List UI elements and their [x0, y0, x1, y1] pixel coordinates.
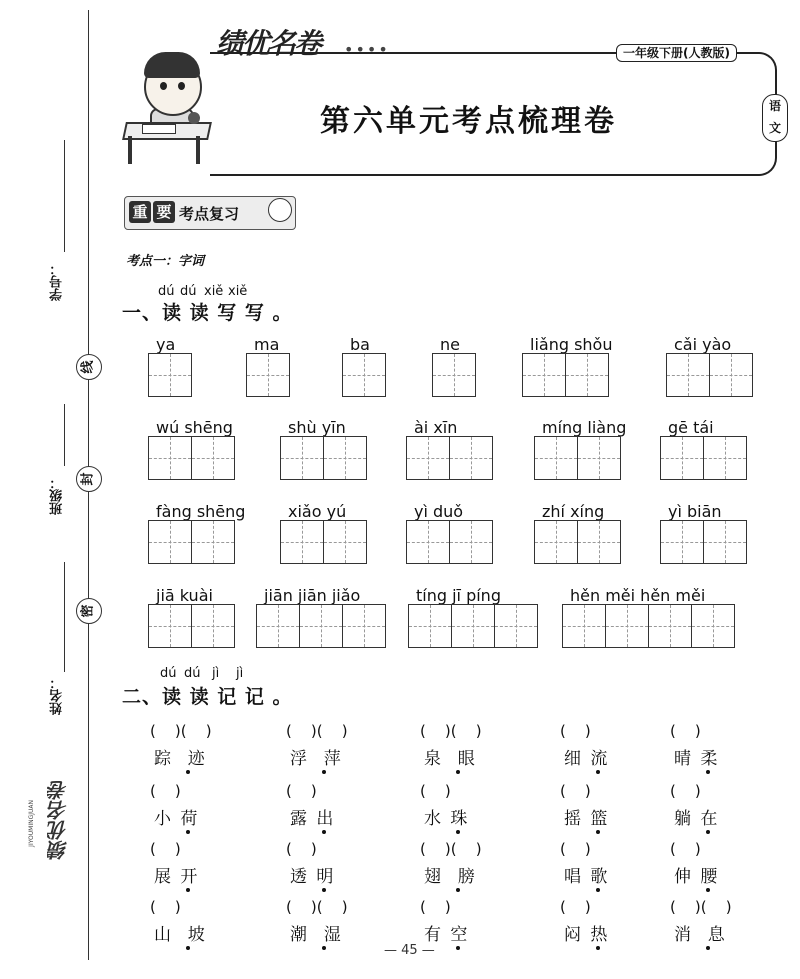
- pinyin-blank[interactable]: ( ): [560, 840, 591, 858]
- pinyin-label: ma: [254, 335, 280, 354]
- pinyin-label: wú shēng: [156, 418, 233, 437]
- pinyin-blank[interactable]: ( ): [150, 898, 181, 916]
- subject-tag: [762, 94, 788, 142]
- vocab-word: 踪 迹: [154, 749, 207, 769]
- tianzige-cell[interactable]: [703, 520, 747, 564]
- girl-icon: [268, 198, 292, 222]
- tianzige-cell[interactable]: [342, 353, 386, 397]
- emphasis-dot: [322, 946, 326, 950]
- pinyin-blank[interactable]: ( ): [670, 840, 701, 858]
- pinyin-label: cǎi yào: [674, 335, 732, 354]
- pinyin-blank[interactable]: ( ): [150, 840, 181, 858]
- vocab-word: 唱 歌: [564, 867, 610, 887]
- pinyin-label: tíng jī píng: [416, 586, 501, 605]
- vocab-word: 有 空: [424, 925, 470, 945]
- subject-char-1: 语: [768, 99, 781, 113]
- sec2-title: 二、读 读 记 记 。: [122, 686, 293, 708]
- tianzige-cell[interactable]: [148, 520, 192, 564]
- pinyin-label: ne: [440, 335, 460, 354]
- pinyin-label: yì biān: [668, 502, 722, 521]
- pinyin-label: ba: [350, 335, 370, 354]
- pinyin-blank[interactable]: ( ): [420, 782, 451, 800]
- tianzige-cell[interactable]: [451, 604, 495, 648]
- tianzige-cell[interactable]: [605, 604, 649, 648]
- pinyin-label: liǎng shǒu: [530, 335, 613, 354]
- emphasis-dot: [186, 888, 190, 892]
- side-logo: 绩优名卷: [47, 780, 71, 860]
- pinyin-label: yì duǒ: [414, 502, 464, 521]
- grade-tag: 一年级下册(人教版): [616, 44, 737, 62]
- vocab-word: 水 珠: [424, 809, 470, 829]
- emphasis-dot: [322, 770, 326, 774]
- pinyin-blank[interactable]: ( )( ): [150, 722, 212, 740]
- sec1-pinyin-2: dú: [180, 284, 197, 299]
- name-label: 姓名：: [50, 676, 65, 715]
- writing-grid: [246, 353, 290, 397]
- writing-grid: [148, 604, 235, 648]
- pinyin-blank[interactable]: ( ): [560, 722, 591, 740]
- pinyin-blank[interactable]: ( ): [286, 840, 317, 858]
- writing-grid: [534, 436, 621, 480]
- writing-grid: [562, 604, 735, 648]
- pinyin-label: zhí xíng: [542, 502, 605, 521]
- sec2-pinyin-4: jì: [236, 666, 244, 681]
- vocab-word: 翅 膀: [424, 867, 477, 887]
- sec1-title: 一、读 读 写 写 。: [122, 302, 293, 324]
- pinyin-label: hěn měi hěn měi: [570, 586, 706, 605]
- tianzige-cell[interactable]: [148, 436, 192, 480]
- tianzige-cell[interactable]: [577, 520, 621, 564]
- pinyin-label: jiān jiān jiǎo: [264, 586, 361, 605]
- emphasis-dot: [186, 946, 190, 950]
- boy-hair: [144, 52, 200, 78]
- tianzige-cell[interactable]: [191, 520, 235, 564]
- writing-grid: [660, 436, 747, 480]
- subject-char-2: 文: [768, 121, 781, 135]
- badge-char-1: 重: [129, 201, 151, 223]
- pinyin-label: gē tái: [668, 418, 714, 437]
- pinyin-blank[interactable]: ( )( ): [286, 898, 348, 916]
- tianzige-cell[interactable]: [299, 604, 343, 648]
- tianzige-cell[interactable]: [342, 604, 386, 648]
- emphasis-dot: [186, 830, 190, 834]
- tianzige-cell[interactable]: [534, 520, 578, 564]
- pinyin-label: míng liàng: [542, 418, 627, 437]
- sec1-pinyin-3: xiě: [204, 284, 224, 299]
- book: [142, 124, 176, 134]
- emphasis-dot: [456, 946, 460, 950]
- tianzige-cell[interactable]: [323, 520, 367, 564]
- tianzige-cell[interactable]: [565, 353, 609, 397]
- apple: [188, 112, 200, 124]
- emphasis-dot: [706, 830, 710, 834]
- name-field-line: [64, 562, 65, 672]
- tianzige-cell[interactable]: [577, 436, 621, 480]
- brand-dots: ••••: [344, 40, 390, 59]
- writing-grid: [660, 520, 747, 564]
- sec2-pinyin-2: dú: [184, 666, 201, 681]
- emphasis-dot: [706, 946, 710, 950]
- writing-grid: [408, 604, 538, 648]
- emphasis-dot: [596, 770, 600, 774]
- vocab-word: 闷 热: [564, 925, 610, 945]
- page-title: 第六单元考点梳理卷: [320, 104, 617, 139]
- writing-grid: [666, 353, 753, 397]
- boy-eye-left: [160, 82, 167, 90]
- writing-grid: [148, 353, 192, 397]
- badge-char-2: 要: [153, 201, 175, 223]
- pinyin-blank[interactable]: ( )( ): [286, 722, 348, 740]
- pinyin-label: shù yīn: [288, 418, 346, 437]
- vocab-word: 躺 在: [674, 809, 720, 829]
- tianzige-cell[interactable]: [280, 436, 324, 480]
- emphasis-dot: [322, 830, 326, 834]
- tianzige-cell[interactable]: [449, 520, 493, 564]
- tianzige-cell[interactable]: [494, 604, 538, 648]
- emphasis-dot: [596, 946, 600, 950]
- seal-xian: 线: [76, 354, 102, 380]
- pinyin-blank[interactable]: ( ): [560, 898, 591, 916]
- pinyin-label: fàng shēng: [156, 502, 246, 521]
- pinyin-blank[interactable]: ( ): [670, 722, 701, 740]
- pinyin-label: ài xīn: [414, 418, 458, 437]
- emphasis-dot: [456, 888, 460, 892]
- tianzige-cell[interactable]: [562, 604, 606, 648]
- emphasis-dot: [596, 888, 600, 892]
- kaodian-heading: 考点一：字词: [126, 254, 205, 269]
- vocab-word: 小 荷: [154, 809, 200, 829]
- vocab-word: 浮 萍: [290, 749, 343, 769]
- vocab-word: 伸 腰: [674, 867, 720, 887]
- writing-grid: [280, 520, 367, 564]
- sec2-pinyin-1: dú: [160, 666, 177, 681]
- emphasis-dot: [596, 830, 600, 834]
- tianzige-cell[interactable]: [323, 436, 367, 480]
- desk-leg-left: [128, 136, 132, 164]
- brand-logo: 绩优名卷: [216, 27, 321, 60]
- tianzige-cell[interactable]: [191, 436, 235, 480]
- tianzige-cell[interactable]: [534, 436, 578, 480]
- tianzige-cell[interactable]: [660, 436, 704, 480]
- tianzige-cell[interactable]: [432, 353, 476, 397]
- boy-eye-right: [178, 82, 185, 90]
- pinyin-blank[interactable]: ( ): [670, 782, 701, 800]
- vocab-word: 展 开: [154, 867, 200, 887]
- sec1-pinyin-1: dú: [158, 284, 175, 299]
- writing-grid: [342, 353, 386, 397]
- tianzige-cell[interactable]: [691, 604, 735, 648]
- writing-grid: [148, 520, 235, 564]
- pinyin-blank[interactable]: ( ): [560, 782, 591, 800]
- pinyin-label: xiǎo yú: [288, 502, 347, 521]
- tianzige-cell[interactable]: [660, 520, 704, 564]
- pinyin-label: ya: [156, 335, 176, 354]
- tianzige-cell[interactable]: [280, 520, 324, 564]
- vocab-word: 摇 篮: [564, 809, 610, 829]
- vocab-word: 透 明: [290, 867, 336, 887]
- sec1-pinyin-4: xiě: [228, 284, 248, 299]
- tianzige-cell[interactable]: [666, 353, 710, 397]
- vocab-word: 消 息: [674, 925, 727, 945]
- side-logo-subtitle: JIYOUMINGJUAN: [28, 800, 35, 847]
- vocab-word: 细 流: [564, 749, 610, 769]
- pinyin-blank[interactable]: ( ): [286, 782, 317, 800]
- emphasis-dot: [456, 770, 460, 774]
- tianzige-cell[interactable]: [148, 353, 192, 397]
- student-number-label: 学号：: [50, 262, 65, 301]
- emphasis-dot: [186, 770, 190, 774]
- vocab-word: 潮 湿: [290, 925, 343, 945]
- writing-grid: [280, 436, 367, 480]
- tianzige-cell[interactable]: [191, 604, 235, 648]
- student-number-field: [64, 140, 65, 252]
- tianzige-cell[interactable]: [703, 436, 747, 480]
- seal-mi: 密: [76, 598, 102, 624]
- emphasis-dot: [706, 770, 710, 774]
- writing-grid: [534, 520, 621, 564]
- pinyin-blank[interactable]: ( )( ): [420, 840, 482, 858]
- vocab-word: 晴 柔: [674, 749, 720, 769]
- pinyin-blank[interactable]: ( )( ): [420, 722, 482, 740]
- class-label: 班级：: [50, 476, 65, 515]
- writing-grid: [406, 436, 493, 480]
- tianzige-cell[interactable]: [522, 353, 566, 397]
- tianzige-cell[interactable]: [709, 353, 753, 397]
- tianzige-cell[interactable]: [148, 604, 192, 648]
- vocab-word: 山 坡: [154, 925, 207, 945]
- writing-grid: [522, 353, 609, 397]
- tianzige-cell[interactable]: [256, 604, 300, 648]
- writing-grid: [432, 353, 476, 397]
- vocab-word: 露 出: [290, 809, 336, 829]
- pinyin-label: jiā kuài: [156, 586, 213, 605]
- writing-grid: [148, 436, 235, 480]
- tianzige-cell[interactable]: [449, 436, 493, 480]
- tianzige-cell[interactable]: [648, 604, 692, 648]
- writing-grid: [256, 604, 386, 648]
- tianzige-cell[interactable]: [246, 353, 290, 397]
- tianzige-cell[interactable]: [408, 604, 452, 648]
- tianzige-cell[interactable]: [406, 520, 450, 564]
- vocab-word: 泉 眼: [424, 749, 477, 769]
- pinyin-blank[interactable]: ( ): [150, 782, 181, 800]
- pinyin-blank[interactable]: ( )( ): [670, 898, 732, 916]
- emphasis-dot: [322, 888, 326, 892]
- seal-feng: 封: [76, 466, 102, 492]
- emphasis-dot: [706, 888, 710, 892]
- pinyin-blank[interactable]: ( ): [420, 898, 451, 916]
- writing-grid: [406, 520, 493, 564]
- sec2-pinyin-3: jì: [212, 666, 220, 681]
- class-field-line: [64, 404, 65, 466]
- emphasis-dot: [456, 830, 460, 834]
- tianzige-cell[interactable]: [406, 436, 450, 480]
- page-number: — 45 —: [384, 943, 435, 958]
- desk-leg-right: [196, 136, 200, 164]
- badge-text: 考点复习: [179, 205, 240, 223]
